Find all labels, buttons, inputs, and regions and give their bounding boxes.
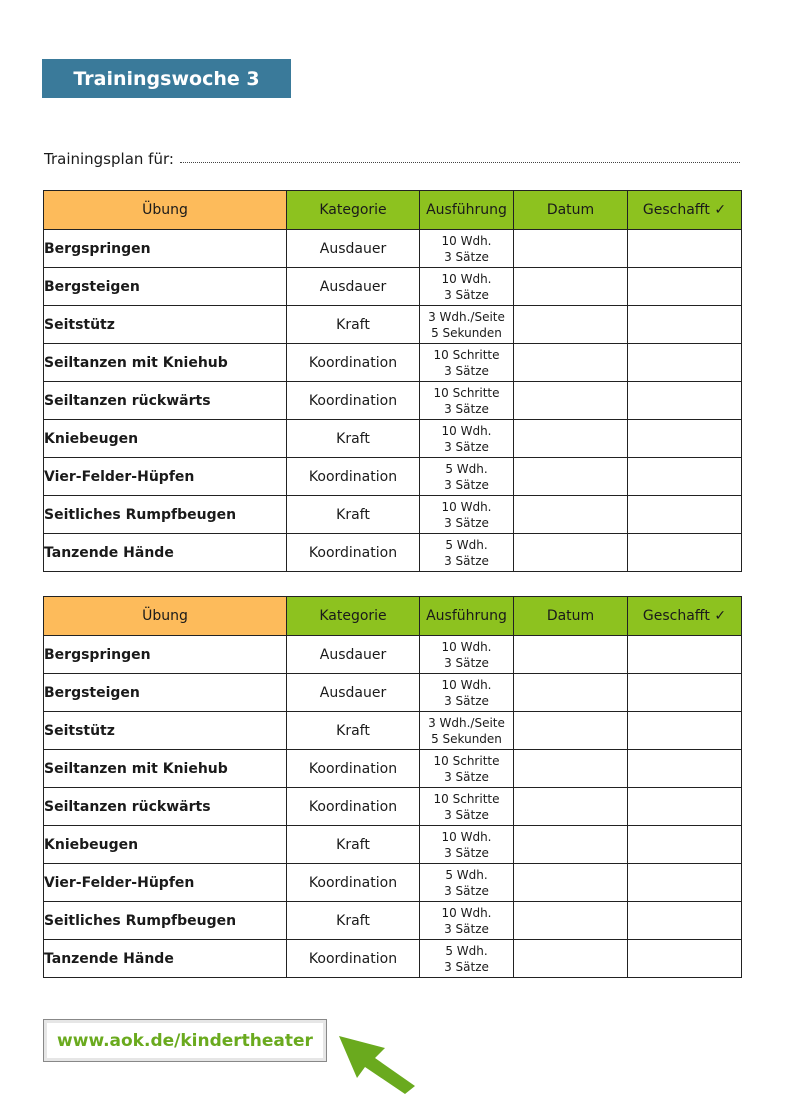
header-geschafft: Geschafft ✓ xyxy=(628,191,742,230)
date-cell[interactable] xyxy=(514,712,628,750)
table-row xyxy=(44,902,742,940)
exercise-execution xyxy=(420,788,514,826)
done-cell[interactable] xyxy=(628,750,742,788)
exercise-execution xyxy=(420,382,514,420)
header-ausfuehrung: Ausführung xyxy=(420,191,514,230)
exercise-name: Seitstütz xyxy=(44,306,287,344)
table-row xyxy=(44,826,742,864)
exercise-name: Kniebeugen xyxy=(44,420,287,458)
header-geschafft: Geschafft ✓ xyxy=(628,597,742,636)
table-row xyxy=(44,344,742,382)
exercise-category: Ausdauer xyxy=(287,268,420,306)
header-datum: Datum xyxy=(514,191,628,230)
exercise-execution xyxy=(420,230,514,268)
execution-line-2: 3 Sätze xyxy=(444,769,489,784)
header-uebung: Übung xyxy=(44,191,287,230)
exercise-category: Koordination xyxy=(287,344,420,382)
exercise-category: Koordination xyxy=(287,940,420,978)
done-cell[interactable] xyxy=(628,230,742,268)
done-cell[interactable] xyxy=(628,674,742,712)
exercise-category: Koordination xyxy=(287,458,420,496)
done-cell[interactable] xyxy=(628,864,742,902)
execution-line-1: 10 Schritte xyxy=(433,753,500,768)
exercise-execution xyxy=(420,534,514,572)
done-cell[interactable] xyxy=(628,344,742,382)
execution-line-2: 3 Sätze xyxy=(444,439,489,454)
exercise-name: Bergspringen xyxy=(44,230,287,268)
execution-line-2: 3 Sätze xyxy=(444,363,489,378)
execution-line-1: 10 Schritte xyxy=(433,791,500,806)
execution-line-2: 3 Sätze xyxy=(444,693,489,708)
date-cell[interactable] xyxy=(514,230,628,268)
exercise-execution xyxy=(420,306,514,344)
execution-line-1: 10 Wdh. xyxy=(441,677,492,692)
exercise-category: Koordination xyxy=(287,864,420,902)
table-row xyxy=(44,420,742,458)
date-cell[interactable] xyxy=(514,344,628,382)
exercise-category: Koordination xyxy=(287,382,420,420)
exercise-name: Vier-Felder-Hüpfen xyxy=(44,458,287,496)
exercise-name: Kniebeugen xyxy=(44,826,287,864)
training-table-2 xyxy=(43,596,742,978)
execution-line-1: 10 Wdh. xyxy=(441,271,492,286)
exercise-category: Kraft xyxy=(287,496,420,534)
execution-line-2: 3 Sätze xyxy=(444,515,489,530)
exercise-name: Seiltanzen mit Kniehub xyxy=(44,750,287,788)
date-cell[interactable] xyxy=(514,268,628,306)
plan-label: Trainingsplan für: xyxy=(44,150,174,168)
table-row xyxy=(44,306,742,344)
execution-line-2: 3 Sätze xyxy=(444,553,489,568)
execution-line-1: 3 Wdh./Seite xyxy=(428,309,505,324)
execution-line-2: 3 Sätze xyxy=(444,845,489,860)
page-title: Trainingswoche 3 xyxy=(42,59,291,98)
date-cell[interactable] xyxy=(514,864,628,902)
exercise-category: Ausdauer xyxy=(287,674,420,712)
done-cell[interactable] xyxy=(628,420,742,458)
exercise-name: Seiltanzen rückwärts xyxy=(44,788,287,826)
exercise-name: Seiltanzen rückwärts xyxy=(44,382,287,420)
execution-line-2: 3 Sätze xyxy=(444,401,489,416)
exercise-name: Seitstütz xyxy=(44,712,287,750)
table-row xyxy=(44,458,742,496)
header-datum: Datum xyxy=(514,597,628,636)
done-cell[interactable] xyxy=(628,268,742,306)
exercise-category: Ausdauer xyxy=(287,636,420,674)
execution-line-2: 3 Sätze xyxy=(444,655,489,670)
table-row xyxy=(44,230,742,268)
execution-line-2: 3 Sätze xyxy=(444,287,489,302)
exercise-name: Bergspringen xyxy=(44,636,287,674)
table-row xyxy=(44,940,742,978)
exercise-execution xyxy=(420,674,514,712)
execution-line-2: 3 Sätze xyxy=(444,249,489,264)
exercise-category: Koordination xyxy=(287,534,420,572)
exercise-execution xyxy=(420,268,514,306)
date-cell[interactable] xyxy=(514,420,628,458)
done-cell[interactable] xyxy=(628,496,742,534)
exercise-category: Kraft xyxy=(287,420,420,458)
done-cell[interactable] xyxy=(628,788,742,826)
done-cell[interactable] xyxy=(628,902,742,940)
exercise-category: Koordination xyxy=(287,750,420,788)
done-cell[interactable] xyxy=(628,534,742,572)
exercise-execution xyxy=(420,712,514,750)
date-cell[interactable] xyxy=(514,382,628,420)
table-row xyxy=(44,712,742,750)
exercise-category: Kraft xyxy=(287,306,420,344)
exercise-name: Bergsteigen xyxy=(44,268,287,306)
exercise-execution xyxy=(420,826,514,864)
execution-line-1: 5 Wdh. xyxy=(445,943,488,958)
date-cell[interactable] xyxy=(514,306,628,344)
execution-line-2: 3 Sätze xyxy=(444,921,489,936)
training-table-1 xyxy=(43,190,742,572)
execution-line-1: 10 Wdh. xyxy=(441,233,492,248)
exercise-execution xyxy=(420,902,514,940)
exercise-category: Kraft xyxy=(287,712,420,750)
header-ausfuehrung: Ausführung xyxy=(420,597,514,636)
exercise-name: Vier-Felder-Hüpfen xyxy=(44,864,287,902)
date-cell[interactable] xyxy=(514,788,628,826)
table-header-row xyxy=(44,597,742,636)
done-cell[interactable] xyxy=(628,826,742,864)
exercise-execution xyxy=(420,344,514,382)
date-cell[interactable] xyxy=(514,636,628,674)
date-cell[interactable] xyxy=(514,902,628,940)
arrow-icon xyxy=(335,1030,419,1096)
table-row xyxy=(44,674,742,712)
done-cell[interactable] xyxy=(628,306,742,344)
execution-line-1: 10 Schritte xyxy=(433,385,500,400)
website-link[interactable]: www.aok.de/kindertheater xyxy=(43,1019,327,1062)
table-row xyxy=(44,382,742,420)
exercise-name: Seiltanzen mit Kniehub xyxy=(44,344,287,382)
exercise-category: Kraft xyxy=(287,902,420,940)
execution-line-1: 5 Wdh. xyxy=(445,461,488,476)
exercise-execution xyxy=(420,750,514,788)
table-row xyxy=(44,496,742,534)
execution-line-2: 5 Sekunden xyxy=(431,325,502,340)
date-cell[interactable] xyxy=(514,534,628,572)
execution-line-2: 3 Sätze xyxy=(444,807,489,822)
exercise-category: Koordination xyxy=(287,788,420,826)
execution-line-1: 10 Wdh. xyxy=(441,499,492,514)
table-row xyxy=(44,864,742,902)
header-kategorie: Kategorie xyxy=(287,191,420,230)
execution-line-1: 10 Wdh. xyxy=(441,829,492,844)
exercise-execution xyxy=(420,420,514,458)
done-cell[interactable] xyxy=(628,382,742,420)
table-row xyxy=(44,268,742,306)
exercise-name: Bergsteigen xyxy=(44,674,287,712)
execution-line-1: 5 Wdh. xyxy=(445,537,488,552)
execution-line-1: 5 Wdh. xyxy=(445,867,488,882)
date-cell[interactable] xyxy=(514,458,628,496)
done-cell[interactable] xyxy=(628,940,742,978)
execution-line-2: 3 Sätze xyxy=(444,883,489,898)
execution-line-2: 3 Sätze xyxy=(444,959,489,974)
exercise-execution xyxy=(420,458,514,496)
date-cell[interactable] xyxy=(514,826,628,864)
header-uebung: Übung xyxy=(44,597,287,636)
exercise-name: Tanzende Hände xyxy=(44,534,287,572)
exercise-category: Kraft xyxy=(287,826,420,864)
header-kategorie: Kategorie xyxy=(287,597,420,636)
execution-line-2: 3 Sätze xyxy=(444,477,489,492)
execution-line-1: 10 Wdh. xyxy=(441,905,492,920)
table-header-row xyxy=(44,191,742,230)
date-cell[interactable] xyxy=(514,750,628,788)
execution-line-1: 10 Wdh. xyxy=(441,423,492,438)
exercise-execution xyxy=(420,940,514,978)
done-cell[interactable] xyxy=(628,636,742,674)
date-cell[interactable] xyxy=(514,496,628,534)
plan-name-line xyxy=(44,148,740,168)
execution-line-1: 3 Wdh./Seite xyxy=(428,715,505,730)
exercise-name: Tanzende Hände xyxy=(44,940,287,978)
exercise-category: Ausdauer xyxy=(287,230,420,268)
exercise-execution xyxy=(420,496,514,534)
execution-line-1: 10 Schritte xyxy=(433,347,500,362)
date-cell[interactable] xyxy=(514,940,628,978)
table-row xyxy=(44,534,742,572)
execution-line-2: 5 Sekunden xyxy=(431,731,502,746)
table-row xyxy=(44,636,742,674)
done-cell[interactable] xyxy=(628,712,742,750)
exercise-name: Seitliches Rumpfbeugen xyxy=(44,496,287,534)
table-row xyxy=(44,750,742,788)
table-row xyxy=(44,788,742,826)
execution-line-1: 10 Wdh. xyxy=(441,639,492,654)
done-cell[interactable] xyxy=(628,458,742,496)
plan-name-field[interactable] xyxy=(180,161,740,163)
exercise-execution xyxy=(420,636,514,674)
exercise-name: Seitliches Rumpfbeugen xyxy=(44,902,287,940)
exercise-execution xyxy=(420,864,514,902)
date-cell[interactable] xyxy=(514,674,628,712)
